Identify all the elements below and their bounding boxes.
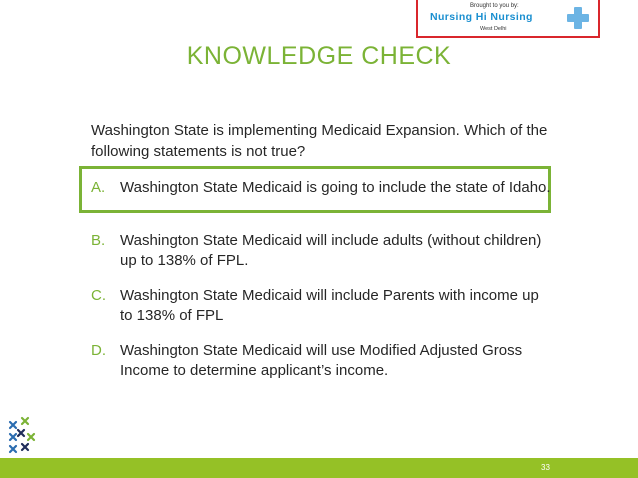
option-text: Washington State Medicaid will include Parents with income up to 138% of FPL xyxy=(120,287,539,324)
option-letter: A. xyxy=(91,179,106,196)
option-letter: C. xyxy=(91,287,106,304)
badge-line-3: West Delhi xyxy=(480,26,507,32)
sponsor-badge xyxy=(416,0,600,38)
option-text: Washington State Medicaid will use Modified Adjusted Gross Income to determine applicant’s income. xyxy=(120,342,523,379)
badge-line-2: Nursing Hi Nursing xyxy=(430,11,533,23)
badge-line-1: Brought to you by: xyxy=(470,3,519,9)
snowflake-logo-icon xyxy=(6,414,38,456)
page-number: 33 xyxy=(541,463,550,472)
option-letter: D. xyxy=(91,342,106,359)
option-text: Washington State Medicaid will include adults (without children) up to 138% of FPL. xyxy=(120,232,542,269)
option-text: Washington State Medicaid is going to include the state of Idaho. xyxy=(120,179,551,196)
slide-title: KNOWLEDGE CHECK xyxy=(186,42,452,70)
medical-cross-icon xyxy=(566,6,590,30)
question-text: Washington State is implementing Medicaid Expansion. Which of the following statements is not true? xyxy=(91,122,548,160)
option-letter: B. xyxy=(91,232,106,249)
